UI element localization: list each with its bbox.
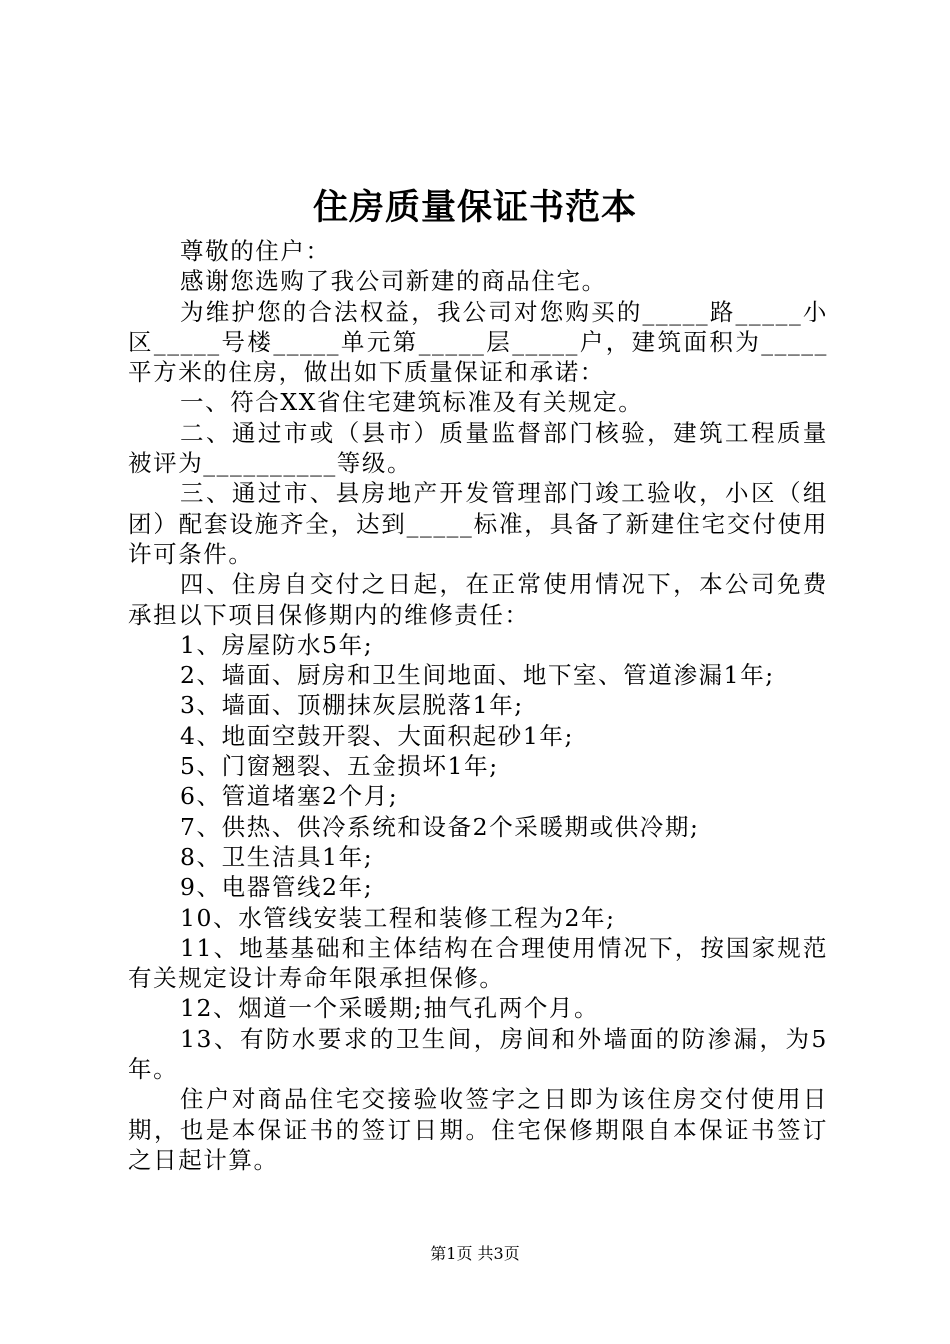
warranty-item: 10、水管线安装工程和装修工程为2年; (180, 903, 616, 932)
paragraph-house-info: 为维护您的合法权益，我公司对您购买的_____路_____小区_____号楼_____单元第_____层_____户，建筑面积为_____平方米的住房，做出如下质量保证和承诺： (128, 297, 828, 387)
clause-2: 二、通过市或（县市）质量监督部门核验，建筑工程质量被评为__________等级。 (128, 418, 828, 478)
warranty-item: 12、烟道一个采暖期;抽气孔两个月。 (180, 994, 600, 1023)
clause-3: 三、通过市、县房地产开发管理部门竣工验收，小区（组团）配套设施齐全，达到_____标准，具备了新建住宅交付使用许可条件。 (128, 479, 828, 568)
warranty-item: 8、卫生洁具1年; (180, 842, 374, 871)
warranty-item: 1、房屋防水5年; (180, 630, 374, 659)
paragraph-thanks: 感谢您选购了我公司新建的商品住宅。 (180, 267, 607, 296)
document-title: 住房质量保证书范本 (312, 187, 637, 228)
warranty-item: 13、有防水要求的卫生间，房间和外墙面的防渗漏，为5年。 (128, 1024, 828, 1084)
clause-1: 一、符合XX省住宅建筑标准及有关规定。 (180, 388, 644, 417)
warranty-item: 2、墙面、厨房和卫生间地面、地下室、管道渗漏1年; (180, 661, 775, 690)
salutation: 尊敬的住户： (180, 237, 331, 265)
warranty-item: 5、门窗翘裂、五金损坏1年; (180, 752, 499, 781)
warranty-item: 7、供热、供冷系统和设备2个采暖期或供冷期; (180, 812, 700, 841)
document-body (128, 236, 828, 1175)
paragraph-closing: 住户对商品住宅交接验收签字之日即为该住房交付使用日期，也是本保证书的签订日期。住宅保修期限自本保证书签订之日起计算。 (128, 1085, 828, 1174)
warranty-item: 4、地面空鼓开裂、大面积起砂1年; (180, 721, 575, 750)
warranty-item: 3、墙面、顶棚抹灰层脱落1年; (180, 691, 524, 720)
clause-4: 四、住房自交付之日起，在正常使用情况下，本公司免费承担以下项目保修期内的维修责任： (128, 570, 828, 629)
warranty-item: 11、地基基础和主体结构在合理使用情况下，按国家规范有关规定设计寿命年限承担保修。 (128, 933, 828, 993)
page-footer (0, 1243, 950, 1265)
warranty-item: 6、管道堵塞2个月; (180, 782, 399, 811)
page-number: 第1页 共3页 (430, 1244, 520, 1263)
warranty-item: 9、电器管线2年; (180, 873, 374, 902)
